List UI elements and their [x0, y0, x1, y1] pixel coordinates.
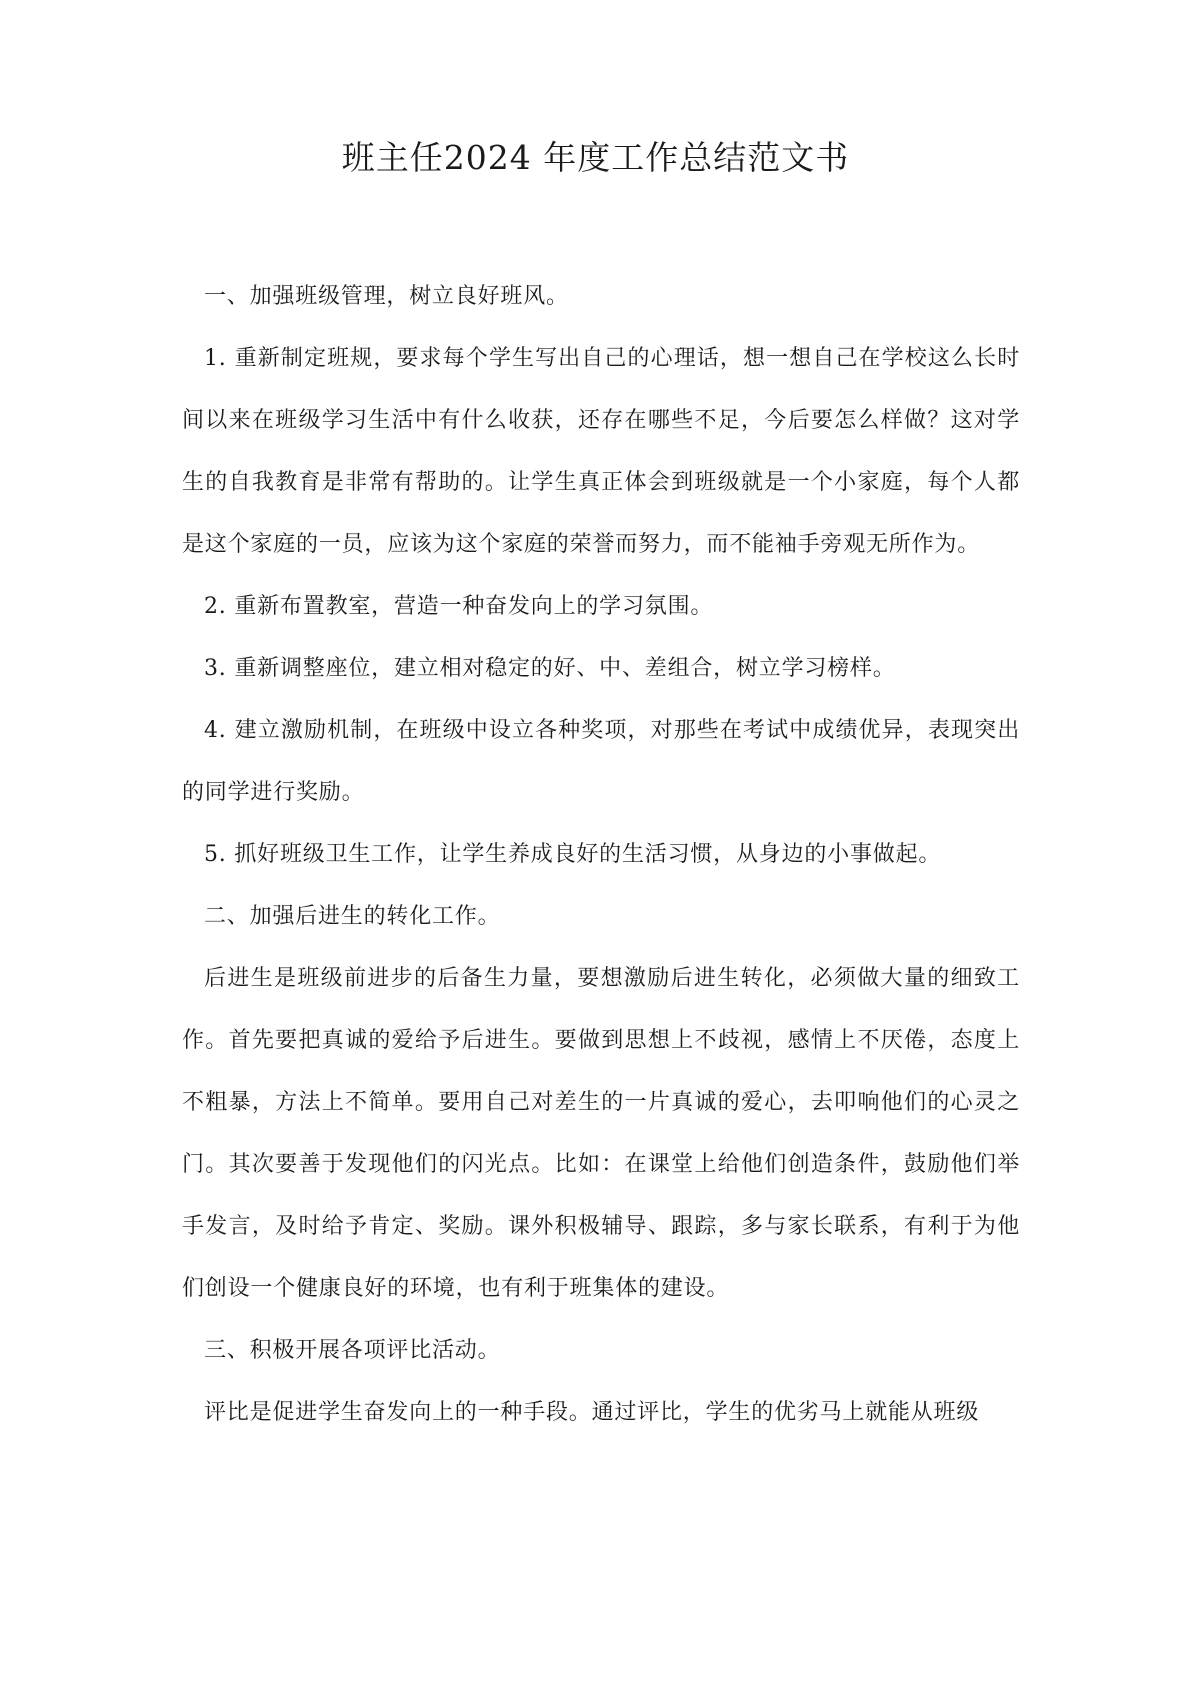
document-title: 班主任2024 年度工作总结范文书: [341, 138, 850, 177]
document-body: [182, 266, 1020, 1444]
section-heading-3: 三、积极开展各项评比活动。: [204, 1338, 501, 1363]
section-heading-2: 二、加强后进生的转化工作。: [204, 904, 501, 929]
paragraph-item-5: 5. 抓好班级卫生工作，让学生养成良好的生活习惯，从身边的小事做起。: [204, 842, 942, 867]
paragraph-item-4: 4. 建立激励机制，在班级中设立各种奖项，对那些在考试中成绩优异，表现突出的同学进行奖励。: [182, 718, 1020, 805]
paragraph-laggard-students: 后进生是班级前进步的后备生力量，要想激励后进生转化，必须做大量的细致工作。首先要把真诚的爱给予后进生。要做到思想上不歧视，感情上不厌倦，态度上不粗暴，方法上不简单。要用自己对差生的一片真诚的爱心，去叩响他们的心灵之门。其次要善于发现他们的闪光点。比如：在课堂上给他们创造条件，鼓励他们举手发言，及时给予肯定、奖励。课外积极辅导、跟踪，多与家长联系，有利于为他们创设一个健康良好的环境，也有利于班集体的建设。: [182, 966, 1020, 1301]
section-heading-1: 一、加强班级管理，树立良好班风。: [204, 284, 569, 309]
paragraph-item-1: 1. 重新制定班规，要求每个学生写出自己的心理话，想一想自己在学校这么长时间以来在班级学习生活中有什么收获，还存在哪些不足，今后要怎么样做？这对学生的自我教育是非常有帮助的。让学生真正体会到班级就是一个小家庭，每个人都是这个家庭的一员，应该为这个家庭的荣誉而努力，而不能袖手旁观无所作为。: [182, 346, 1020, 557]
paragraph-item-2: 2. 重新布置教室，营造一种奋发向上的学习氛围。: [204, 594, 714, 619]
paragraph-item-3: 3. 重新调整座位，建立相对稳定的好、中、差组合，树立学习榜样。: [204, 656, 896, 681]
paragraph-evaluation: 评比是促进学生奋发向上的一种手段。通过评比，学生的优劣马上就能从班级: [204, 1400, 980, 1425]
